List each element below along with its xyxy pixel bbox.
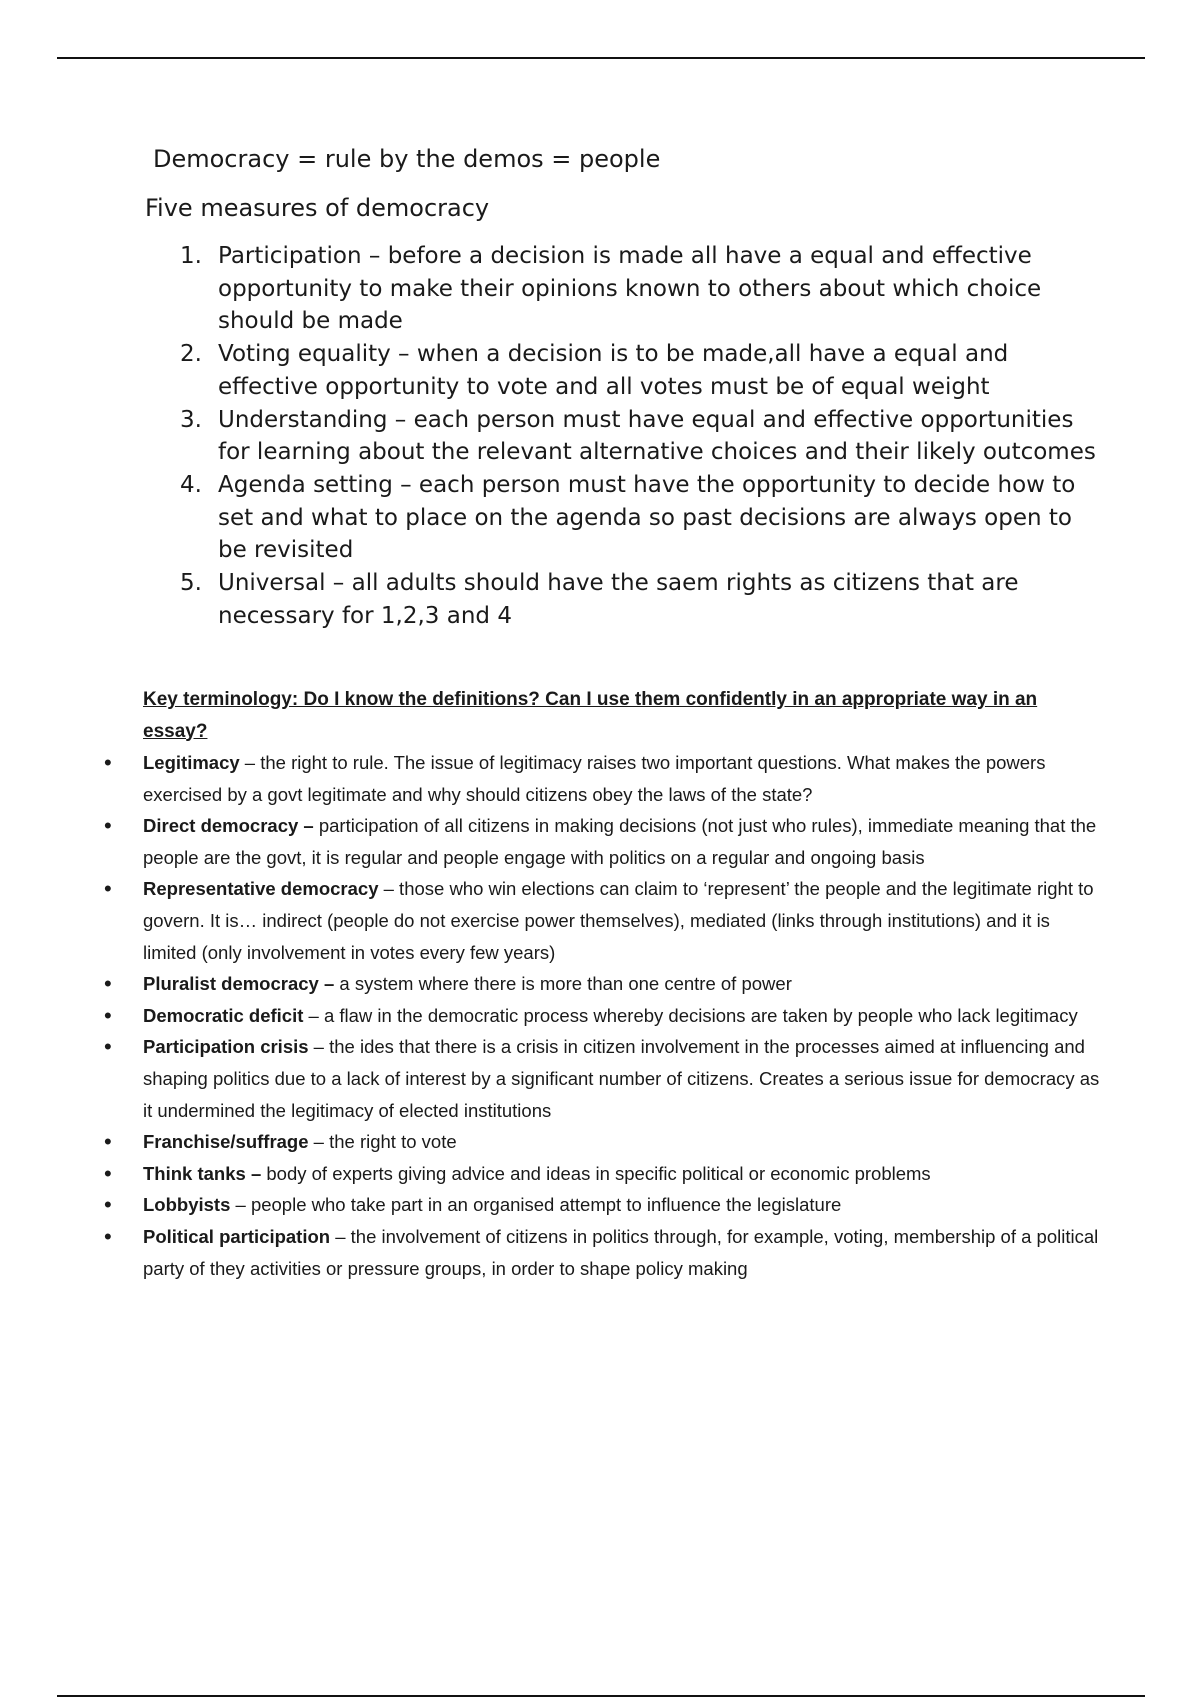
term-definition: – the ides that there is a crisis in citizen involvement in the processes aimed at influencing and shaping politics due to a lack of interest by a significant number of citizens. Creates a serious issue for democracy as it undermined the legitimacy of elected institutions [143,1036,1100,1121]
term-definition: – the right to vote [308,1131,457,1153]
term-name: Participation crisis [143,1036,309,1058]
term-name: Representative democracy [143,878,379,900]
header-rule [57,57,1145,59]
list-item [180,567,1100,632]
bullet-icon: • [104,813,112,839]
term-item [102,1189,1102,1221]
term-definition: a system where there is more than one centre of power [334,973,792,995]
term-item [102,1126,1102,1158]
term-name: Pluralist democracy – [143,973,335,995]
term-name: Direct democracy – [143,815,314,837]
list-item [180,469,1100,567]
term-name: Think tanks – [143,1162,262,1184]
page-title: Democracy = rule by the demos = people [153,145,661,173]
term-definition: body of experts giving advice and ideas in specific political or economic problems [261,1162,931,1184]
list-item [180,338,1100,403]
bullet-icon: • [104,1223,112,1249]
bullet-icon: • [104,1002,112,1028]
term-name: Democratic deficit [143,1004,304,1026]
section-subtitle: Five measures of democracy [145,194,490,222]
term-definition: – the right to rule. The issue of legitimacy raises two important questions. What makes the powers exercised by a govt legitimate and why should citizens obey the laws of the state? [143,752,1046,805]
term-definition: participation of all citizens in making decisions (not just who rules), immediate meaning that the people are the govt, it is regular and people engage with politics on a regular and ongoing basis [143,815,1097,868]
term-name: Legitimacy [143,752,240,773]
list-item-text: Voting equality – when a decision is to be made,all have a equal and effective opportunity to vote and all votes must be of equal weight [218,341,1009,400]
term-definition: – people who take part in an organised attempt to influence the legislature [230,1194,842,1216]
term-definition: – those who win elections can claim to ‘represent’ the people and the legitimate right to govern. It is… indirect (people do not exercise power themselves), mediated (links through institutions) and it is limited (only involvement in votes every few years) [143,878,1094,963]
bullet-icon: • [104,1129,112,1155]
list-item-text: Universal – all adults should have the saem rights as citizens that are necessary for 1,2,3 and 4 [218,570,1019,629]
term-item [102,1000,1102,1032]
term-definition: – the involvement of citizens in politics through, for example, voting, membership of a political party of they activities or pressure groups, in order to shape policy making [143,1225,1099,1279]
term-item [102,873,1102,968]
bullet-icon: • [104,876,112,902]
bullet-icon: • [104,971,112,997]
list-item-number: 2. [180,341,202,368]
footer-rule [57,1695,1145,1697]
term-item [102,810,1102,873]
list-item-number: 5. [180,570,202,597]
list-item-text: Understanding – each person must have equal and effective opportunities for learning about the relevant alternative choices and their likely outcomes [218,406,1096,466]
term-item [102,1158,1102,1190]
term-definition: – a flaw in the democratic process whereby decisions are taken by people who lack legitimacy [303,1004,1078,1026]
list-item-text: Participation – before a decision is made all have a equal and effective opportunity to make their opinions known to others about which choice should be made [218,243,1042,335]
term-item [102,1031,1102,1126]
term-item [102,968,1102,1000]
bullet-icon: • [104,750,112,775]
list-item-number: 3. [180,406,202,433]
measures-list [180,240,1100,632]
terminology-list [102,747,1102,1284]
bullet-icon: • [104,1160,112,1186]
term-name: Lobbyists [143,1194,231,1216]
list-item-text: Agenda setting – each person must have the opportunity to decide how to set and what to place on the agenda so past decisions are always open to be revisited [218,471,1076,564]
term-name: Franchise/suffrage [143,1131,309,1153]
list-item-number: 4. [180,471,202,498]
bullet-icon: • [104,1034,112,1060]
term-item [102,1221,1102,1284]
term-name: Political participation [143,1225,331,1247]
bullet-icon: • [104,1192,112,1218]
terminology-heading: Key terminology: Do I know the definitions? Can I use them confidently in an appropriate way in an essay? [143,689,1038,742]
term-item [102,747,1102,810]
list-item-number: 1. [180,243,202,269]
list-item [180,240,1100,338]
list-item [180,404,1100,469]
